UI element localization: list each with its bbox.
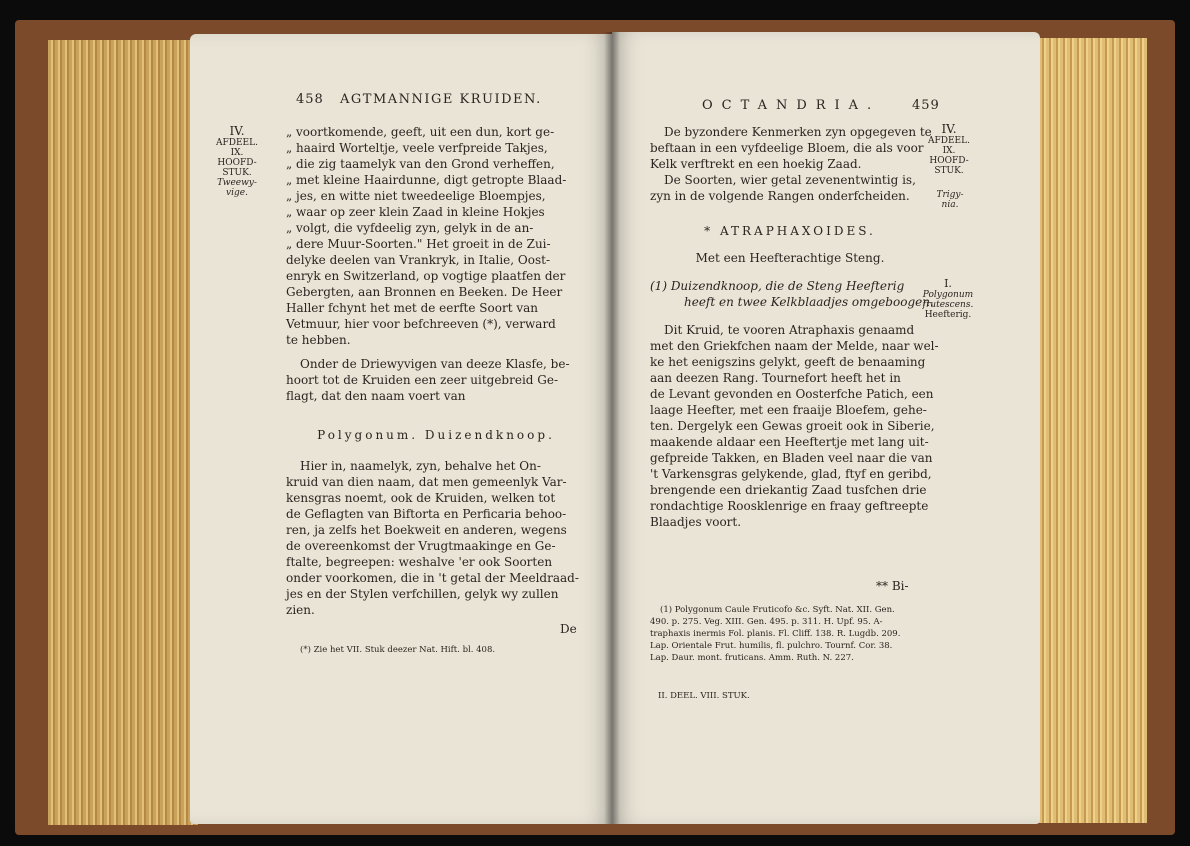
text-line: rondachtige Roosklenrige en fraay geftreepte [650,499,929,513]
side-note-line: AFDEEL. [928,136,970,146]
text-line: zien. [286,603,315,617]
signature-mark: II. DEEL. VIII. STUK. [658,691,750,701]
footnote-line: 490. p. 275. Veg. XIII. Gen. 495. p. 311. H. Upf. 95. A- [650,617,883,627]
side-note-line: IV. [229,124,245,138]
left-paragraph-2 [286,356,586,404]
footnote-line: Lap. Orientale Frut. humilis, fl. pulchro. Tournf. Cor. 38. [650,641,893,651]
text-line: de Levant gevonden en Oosterfche Patich, een [650,387,934,401]
text-line: beftaan in een vyfdeelige Bloem, die als voor [650,141,924,155]
species-heading-line: (1) Duizendknoop, die de Steng Heefterig [650,279,905,293]
side-note-line: nia. [941,200,959,210]
side-note-line: HOOFD- [217,158,257,168]
right-page-edges [1032,38,1147,823]
section-title-polygonum: Polygonum. Duizendknoop. [317,428,555,442]
text-line: De byzondere Kenmerken zyn opgegeven te [664,125,932,139]
text-line: Haller fchynt het met de eerfte Soort van [286,301,538,315]
right-running-head: OCTANDRIA. [702,98,881,113]
text-line: „ volgt, die vyfdeelig zyn, gelyk in de an- [286,221,534,235]
text-line: „ waar op zeer klein Zaad in kleine Hokjes [286,205,545,219]
side-note-line: STUK. [934,166,964,176]
text-line: enryk en Switzerland, op vogtige plaatfen der [286,269,566,283]
text-line: te hebben. [286,333,351,347]
side-note-line: I. [944,277,952,290]
text-line: „ dere Muur-Soorten." Het groeit in de Zui- [286,237,551,251]
text-line: aan deezen Rang. Tournefort heeft het in [650,371,901,385]
species-description [650,322,940,530]
right-page-number: 459 [912,98,940,113]
text-line: onder voorkomen, die in 't getal der Meeldraad- [286,571,579,585]
side-note-line: IX. [230,148,244,158]
text-line: Dit Kruid, te vooren Atraphaxis genaamd [664,323,915,337]
side-note-line: IV. [941,122,957,136]
right-footnotes [650,604,950,664]
text-line: Vetmuur, hier voor befchreeven (*), verward [286,317,556,331]
text-line: Hier in, naamelyk, zyn, behalve het On- [300,459,541,473]
text-line: 't Varkensgras gelykende, glad, ftyf en geribd, [650,467,932,481]
left-page-number: 458 [296,92,324,107]
species-side-note [918,278,978,320]
left-page-edges [48,40,198,825]
text-line: de overeenkomst der Vrugtmaakinge en Ge- [286,539,556,553]
right-catchword: ** Bi- [876,579,909,593]
text-line: zyn in de volgende Rangen onderfcheiden. [650,189,910,203]
left-catchword: De [560,622,577,636]
right-page [612,32,1040,824]
text-line: „ haaird Worteltje, veele verfpreide Takjes, [286,141,548,155]
species-heading [650,278,934,310]
text-line: „ met kleine Haairdunne, digt getropte Blaad- [286,173,567,187]
left-side-note [212,124,262,198]
section-title-atraphaxoides: * ATRAPHAXOIDES. [704,224,876,238]
text-line: kruid van dien naam, dat men gemeenlyk Var- [286,475,567,489]
text-line: delyke deelen van Vrankryk, in Italie, Oost- [286,253,551,267]
trigynia-side-note [930,190,970,210]
species-heading-line: heeft en twee Kelkblaadjes omgeboogen. [684,295,934,309]
side-note-line: Trigy- [936,190,964,200]
footnote-line: (1) Polygonum Caule Fruticofo &c. Syft. Nat. XII. Gen. [660,605,895,615]
text-line: laage Heefter, met een fraaije Bloefem, gehe- [650,403,927,417]
text-line: Kelk verftrekt en een hoekig Zaad. [650,157,862,171]
text-line: Gebergten, aan Bronnen en Beeken. De Heer [286,285,563,299]
side-note-line: frutescens. [922,300,974,310]
left-page [190,34,612,824]
left-paragraph-3 [286,458,586,618]
side-note-line: AFDEEL. [216,138,258,148]
text-line: kensgras noemt, ook de Kruiden, welken tot [286,491,556,505]
left-footnote: (*) Zie het VII. Stuk deezer Nat. Hift. bl. 408. [300,645,496,655]
footnote-line: traphaxis inermis Fol. planis. Fl. Cliff. 138. R. Lugdb. 209. [650,629,901,639]
side-note-line: Polygonum [922,290,974,300]
text-line: met den Griekfchen naam der Melde, naar wel- [650,339,939,353]
left-running-head: AGTMANNIGE KRUIDEN. [340,92,542,107]
text-line: de Geflagten van Biftorta en Perficaria behoo- [286,507,567,521]
side-note-line: vige. [226,188,248,198]
text-line: ren, ja zelfs het Boekweit en anderen, wegens [286,523,567,537]
text-line: brengende een driekantig Zaad tusfchen drie [650,483,927,497]
side-note-line: STUK. [222,168,252,178]
text-line: „ voortkomende, geeft, uit een dun, kort ge- [286,125,555,139]
text-line: De Soorten, wier getal zevenentwintig is, [664,173,916,187]
side-note-line: Heefterig. [924,310,972,320]
right-intro [650,124,930,204]
text-line: „ jes, en witte niet tweedeelige Bloempjes, [286,189,546,203]
text-line: gefpreide Takken, en Bladen veel naar die van [650,451,933,465]
text-line: ten. Dergelyk een Gewas groeit ook in Siberie, [650,419,935,433]
text-line: Blaadjes voort. [650,515,742,529]
left-paragraph-1 [286,124,586,348]
text-line: Onder de Driewyvigen van deeze Klasfe, be- [300,357,570,371]
text-line: ftalte, begreepen: weshalve 'er ook Soorten [286,555,553,569]
side-note-line: HOOFD- [929,156,969,166]
text-line: „ die zig taamelyk van den Grond verheffen, [286,157,555,171]
text-line: maakende aldaar een Heeftertje met lang uit- [650,435,929,449]
book-gutter [604,32,620,824]
section-subtitle: Met een Heefterachtige Steng. [695,251,885,265]
side-note-line: Tweewy- [217,178,257,188]
text-line: flagt, dat den naam voert van [286,389,466,403]
footnote-line: Lap. Daur. mont. fruticans. Amm. Ruth. N. 227. [650,653,854,663]
side-note-line: IX. [942,146,956,156]
text-line: ke het eenigszins gelykt, geeft de benaaming [650,355,926,369]
text-line: hoort tot de Kruiden een zeer uitgebreid Ge- [286,373,559,387]
text-line: jes en der Stylen verfchillen, gelyk wy zullen [286,587,559,601]
